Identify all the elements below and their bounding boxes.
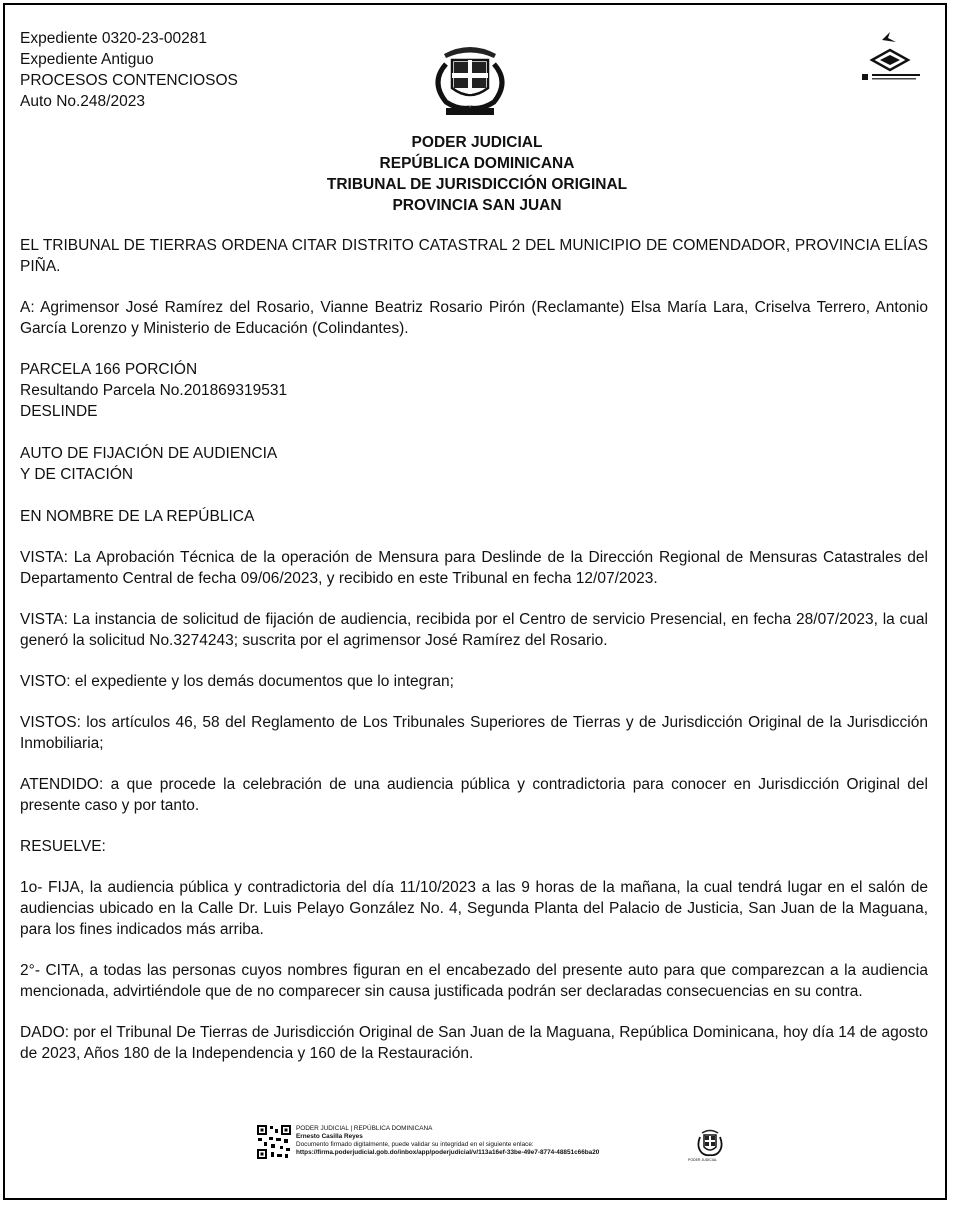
vistos-paragraph: VISTOS: los artículos 46, 58 del Reglamento de Los Tribunales Superiores de Tierras y de Jurisdicción Original de la Jurisdicción Inmobiliaria; <box>20 714 928 752</box>
title-tribunal: TRIBUNAL DE JURISDICCIÓN ORIGINAL <box>326 176 628 193</box>
process-type: PROCESOS CONTENCIOSOS <box>20 72 238 89</box>
seal-caption: PODER JUDICIAL <box>688 1158 717 1162</box>
signature-org: PODER JUDICIAL | REPÚBLICA DOMINICANA <box>296 1125 433 1132</box>
parcel-result-line: Resultando Parcela No.201869319531 <box>20 382 288 399</box>
atendido-paragraph: ATENDIDO: a que procede la celebración de una audiencia pública y contradictoria para conocer en Jurisdicción Original del presente caso y por tanto. <box>20 776 928 814</box>
digital-signature-block <box>256 1124 726 1168</box>
resolution-item-2: 2°- CITA, a todas las personas cuyos nombres figuran en el encabezado del presente auto para que comparezcan a la audiencia mencionada, advirtiéndole que de no comparecer sin causa justificada podrán ser declaradas consecuencias en su contra. <box>20 962 928 1000</box>
auto-title-line-1: AUTO DE FIJACIÓN DE AUDIENCIA <box>20 445 278 462</box>
case-number: Expediente 0320-23-00281 <box>20 30 208 47</box>
document-body <box>20 235 928 1084</box>
addressees-paragraph: A: Agrimensor José Ramírez del Rosario, Vianne Beatriz Rosario Pirón (Reclamante) Elsa María Lara, Criselva Terrero, Antonio García Lorenzo y Ministerio de Educación (Colindantes). <box>20 299 928 337</box>
coat-of-arms-icon <box>424 38 516 118</box>
validation-link[interactable]: https://firma.poderjudicial.gob.do/inbox/app/poderjudicial/v/113a16ef-33be-49e7-8774-48851c66ba20 <box>296 1149 600 1156</box>
resuelve-heading: RESUELVE: <box>20 838 106 855</box>
institution-logo-icon <box>858 30 924 86</box>
order-paragraph: EL TRIBUNAL DE TIERRAS ORDENA CITAR DISTRITO CATASTRAL 2 DEL MUNICIPIO DE COMENDADOR, PROVINCIA ELÍAS PIÑA. <box>20 237 928 275</box>
vista-paragraph-1: VISTA: La Aprobación Técnica de la operación de Mensura para Deslinde de la Dirección Regional de Mensuras Catastrales del Departamento Central de fecha 09/06/2023, y recibido en este Tribunal en fecha 12/07/2023. <box>20 549 928 587</box>
auto-title-line-2: Y DE CITACIÓN <box>20 466 134 483</box>
signer-name: Ernesto Casilla Reyes <box>296 1133 363 1140</box>
title-poder-judicial: PODER JUDICIAL <box>411 134 543 151</box>
parcel-block <box>20 359 928 422</box>
parcel-line: PARCELA 166 PORCIÓN <box>20 361 198 378</box>
signature-notice: Documento firmado digitalmente, puede validar su integridad en el siguiente enlace: <box>296 1141 534 1148</box>
old-case-label: Expediente Antiguo <box>20 51 154 68</box>
visto-paragraph: VISTO: el expediente y los demás documentos que lo integran; <box>20 673 454 690</box>
dado-paragraph: DADO: por el Tribunal De Tierras de Jurisdicción Original de San Juan de la Maguana, República Dominicana, hoy día 14 de agosto de 2023, Años 180 de la Independencia y 160 de la Restauración. <box>20 1024 928 1062</box>
vista-paragraph-2: VISTA: La instancia de solicitud de fijación de audiencia, recibida por el Centro de servicio Presencial, en fecha 28/07/2023, la cual generó la solicitud No.3274243; suscrita por el agrimensor José Ramírez del Rosario. <box>20 611 928 649</box>
court-titles <box>0 132 954 216</box>
case-header <box>20 28 238 112</box>
title-provincia: PROVINCIA SAN JUAN <box>392 197 562 214</box>
resolution-item-1: 1o- FIJA, la audiencia pública y contradictoria del día 11/10/2023 a las 9 horas de la mañana, la cual tendrá lugar en el salón de audiencias ubicado en la Calle Dr. Luis Pelayo González No. 4, Segunda Planta del Palacio de Justicia, San Juan de la Maguana, para los fines indicados más arriba. <box>20 879 928 938</box>
in-name-of-republic: EN NOMBRE DE LA REPÚBLICA <box>20 508 255 525</box>
parcel-action-line: DESLINDE <box>20 403 98 420</box>
title-republica: REPÚBLICA DOMINICANA <box>379 155 575 172</box>
qr-code-icon[interactable] <box>256 1124 292 1160</box>
auto-number: Auto No.248/2023 <box>20 93 145 110</box>
signature-text <box>296 1125 599 1157</box>
auto-title-block <box>20 443 928 485</box>
